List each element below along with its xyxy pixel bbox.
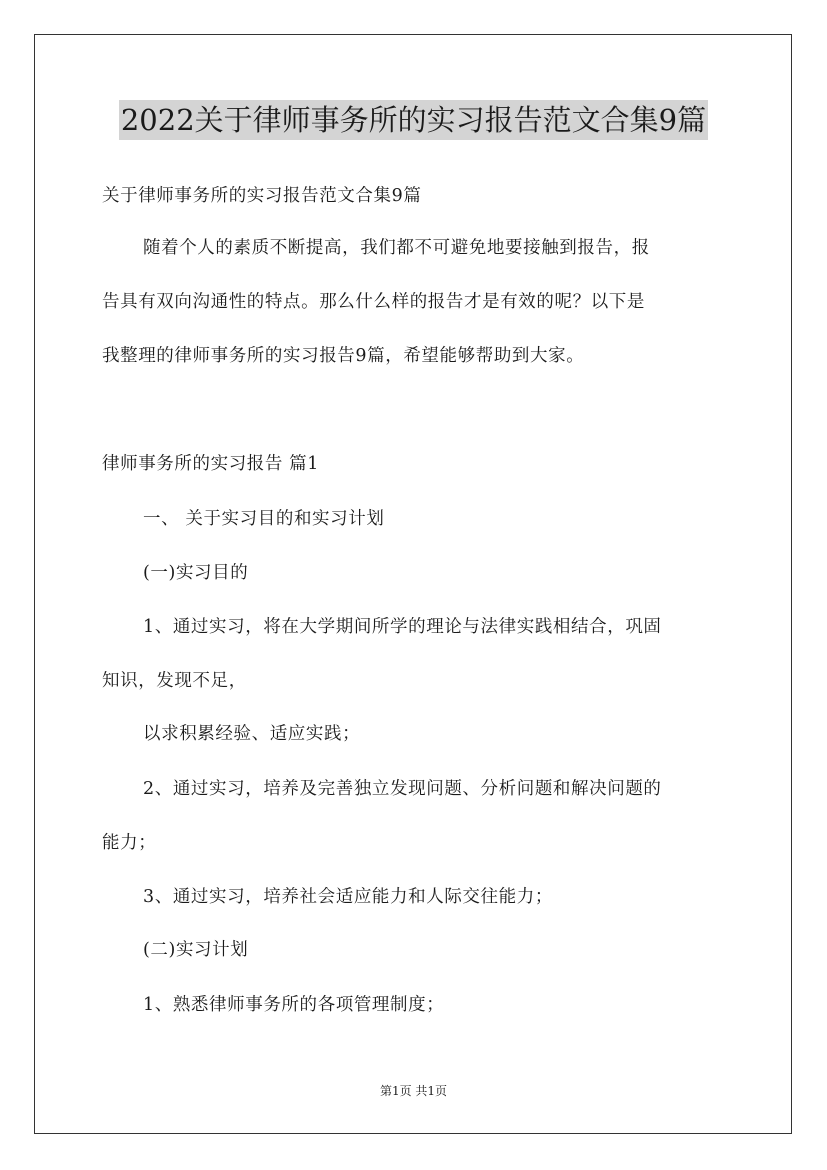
document-title: 2022关于律师事务所的实习报告范文合集9篇 (119, 100, 708, 140)
section-heading: 律师事务所的实习报告 篇1 (102, 454, 319, 474)
body-line-3: 1、通过实习，将在大学期间所学的理论与法律实践相结合，巩固 (143, 617, 662, 637)
body-line-6: 2、通过实习，培养及完善独立发现问题、分析问题和解决问题的 (143, 779, 662, 799)
body-line-4: 知识，发现不足， (102, 671, 247, 691)
page-footer: 第1页 共1页 (379, 1084, 448, 1098)
body-line-10: 1、熟悉律师事务所的各项管理制度； (143, 995, 445, 1015)
intro-line-2: 告具有双向沟通性的特点。那么什么样的报告才是有效的呢？以下是 (102, 292, 645, 312)
body-line-7: 能力； (102, 833, 157, 853)
body-line-1: 一、 关于实习目的和实习计划 (143, 509, 385, 529)
body-line-8: 3、通过实习，培养社会适应能力和人际交往能力； (143, 887, 553, 907)
body-line-2: (一)实习目的 (143, 563, 249, 583)
body-line-9: (二)实习计划 (143, 940, 249, 960)
body-line-5: 以求积累经验、适应实践； (143, 724, 361, 744)
title-container (0, 100, 827, 140)
document-subtitle: 关于律师事务所的实习报告范文合集9篇 (102, 186, 422, 206)
intro-line-1: 随着个人的素质不断提高，我们都不可避免地要接触到报告，报 (143, 238, 650, 258)
intro-line-3: 我整理的律师事务所的实习报告9篇，希望能够帮助到大家。 (102, 346, 585, 366)
